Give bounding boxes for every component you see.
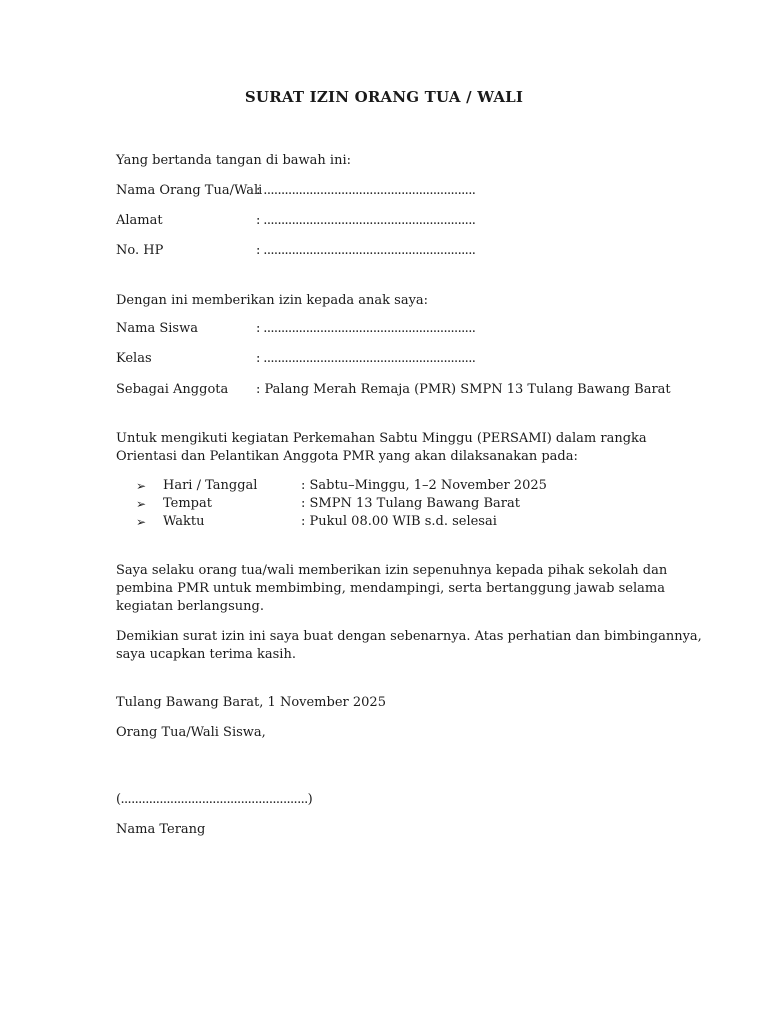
place-date: Tulang Bawang Barat, 1 November 2025 xyxy=(116,695,386,710)
paragraph-line: Saya selaku orang tua/wali memberikan izin sepenuhnya kepada pihak sekolah dan xyxy=(116,563,668,578)
paragraph-line: kegiatan berlangsung. xyxy=(116,599,264,614)
signature-line: (.....................................................) xyxy=(116,792,313,807)
permission-intro-text: Dengan ini memberikan izin kepada anak saya: xyxy=(116,293,429,308)
class-value: : ............................................................ xyxy=(256,351,476,366)
phone-value: : ............................................................ xyxy=(256,243,476,258)
date-value: : Sabtu–Minggu, 1–2 November 2025 xyxy=(301,478,547,493)
student-name-value: : ............................................................ xyxy=(256,321,476,336)
membership-label: Sebagai Anggota xyxy=(116,382,229,397)
activity-paragraph xyxy=(116,430,661,466)
paragraph-line: Untuk mengikuti kegiatan Perkemahan Sabtu Minggu (PERSAMI) dalam rangka xyxy=(116,431,647,446)
paragraph-line: Orientasi dan Pelantikan Anggota PMR yang akan dilaksanakan pada: xyxy=(116,449,578,464)
membership-value: : Palang Merah Remaja (PMR) SMPN 13 Tulang Bawang Barat xyxy=(256,382,671,397)
signer-role: Orang Tua/Wali Siswa, xyxy=(116,725,266,740)
parent-name-label: Nama Orang Tua/Wali xyxy=(116,183,263,198)
class-label: Kelas xyxy=(116,351,152,366)
paragraph-line: saya ucapkan terima kasih. xyxy=(116,647,296,662)
time-value: : Pukul 08.00 WIB s.d. selesai xyxy=(301,514,497,529)
phone-label: No. HP xyxy=(116,243,164,258)
letter-title: SURAT IZIN ORANG TUA / WALI xyxy=(244,88,524,106)
arrow-bullet-icon: ➢ xyxy=(136,497,147,511)
paragraph-line: Demikian surat izin ini saya buat dengan sebenarnya. Atas perhatian dan bimbingannya, xyxy=(116,629,702,644)
arrow-bullet-icon: ➢ xyxy=(136,515,147,529)
consent-paragraph xyxy=(116,562,668,616)
address-label: Alamat xyxy=(116,213,163,228)
intro-text: Yang bertanda tangan di bawah ini: xyxy=(116,153,351,168)
place-value: : SMPN 13 Tulang Bawang Barat xyxy=(301,496,520,511)
closing-paragraph xyxy=(116,628,702,664)
name-label: Nama Terang xyxy=(116,822,206,837)
place-label: Tempat xyxy=(163,496,212,511)
address-value: : ............................................................ xyxy=(256,213,476,228)
time-label: Waktu xyxy=(163,514,205,529)
arrow-bullet-icon: ➢ xyxy=(136,479,147,493)
student-name-label: Nama Siswa xyxy=(116,321,198,336)
date-label: Hari / Tanggal xyxy=(163,478,258,493)
parent-name-value: : ............................................................ xyxy=(256,183,476,198)
paragraph-line: pembina PMR untuk membimbing, mendampingi, serta bertanggung jawab selama xyxy=(116,581,665,596)
